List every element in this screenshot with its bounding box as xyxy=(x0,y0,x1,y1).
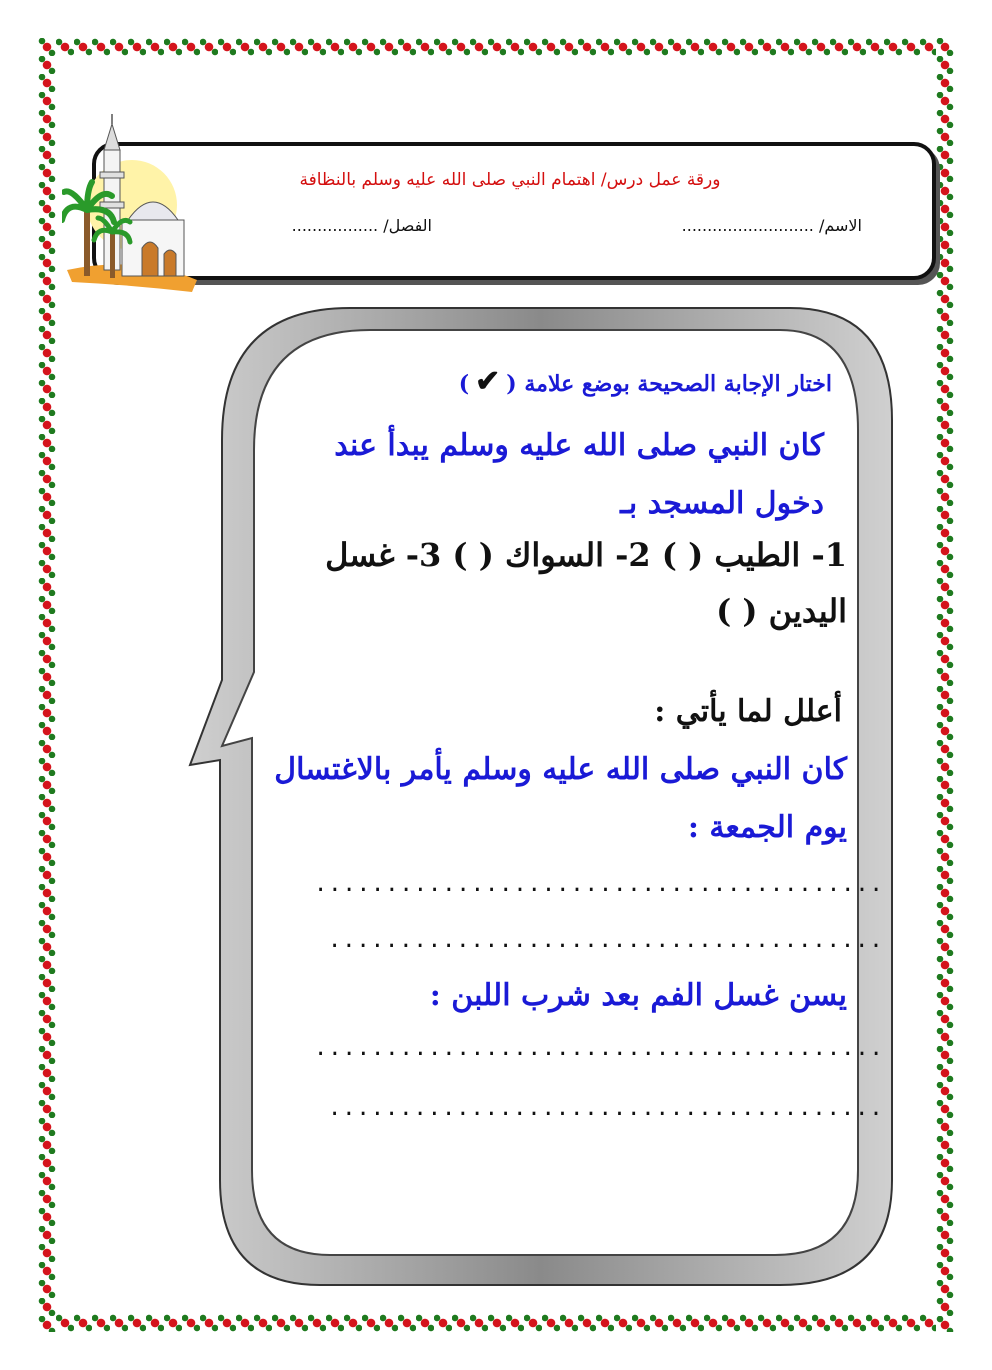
question-3-line: يسن غسل الفم بعد شرب اللبن : xyxy=(429,978,847,1013)
question-2-line-2: يوم الجمعة : xyxy=(687,810,847,845)
student-name-field[interactable]: الاسم/ .......................... xyxy=(681,216,862,235)
decorative-border-bottom xyxy=(38,1314,954,1332)
instruction-close-paren: ) xyxy=(458,371,470,397)
answer-line-3[interactable]: ........................................ xyxy=(314,1036,884,1061)
header-box xyxy=(92,142,936,280)
worksheet-title: ورقة عمل درس/ اهتمام النبي صلى الله عليه وسلم بالنظافة xyxy=(299,170,721,190)
decorative-border-right xyxy=(936,38,954,1332)
class-field[interactable]: الفصل/ ................. xyxy=(291,216,432,235)
instruction-line xyxy=(459,364,832,399)
decorative-border-left xyxy=(38,38,56,1332)
section-2-heading: أعلل لما يأتي : xyxy=(654,694,842,729)
mosque-clipart-icon xyxy=(62,110,212,300)
decorative-border-top xyxy=(38,38,954,56)
answer-line-1[interactable]: ........................................ xyxy=(314,872,884,897)
answer-line-2[interactable]: ....................................... xyxy=(328,928,884,953)
question-1-options-line-1[interactable]: 1- الطيب ( ) 2- السواك ( ) 3- غسل xyxy=(325,536,847,574)
question-1-line-1: كان النبي صلى الله عليه وسلم يبدأ عند xyxy=(334,428,824,463)
answer-line-4[interactable]: ....................................... xyxy=(328,1096,884,1121)
question-1-options-line-2[interactable]: اليدين ( ) xyxy=(716,592,847,630)
check-mark-icon: ✔ xyxy=(475,364,501,399)
instruction-text: اختار الإجابة الصحيحة بوضع علامة ( xyxy=(506,371,832,397)
question-1-line-2: دخول المسجد بـ xyxy=(620,486,824,521)
question-2-line-1: كان النبي صلى الله عليه وسلم يأمر بالاغتسال xyxy=(274,752,847,787)
